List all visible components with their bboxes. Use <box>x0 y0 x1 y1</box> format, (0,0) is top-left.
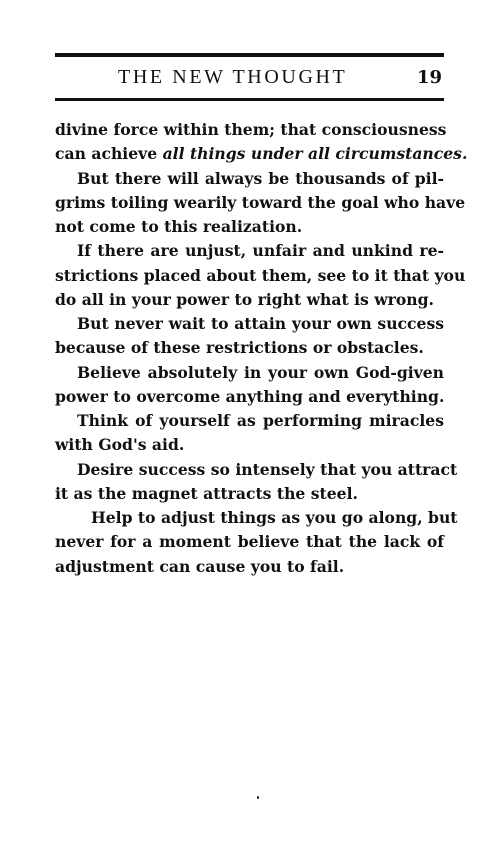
text-line: because of these restrictions or obstacles. <box>55 338 424 358</box>
text-line: strictions placed about them, see to it that you <box>55 265 466 285</box>
paragraph <box>55 409 444 458</box>
text-fragment: can achieve <box>55 144 163 164</box>
text-line: But never wait to attain your own success <box>77 314 444 333</box>
paragraph <box>55 167 466 240</box>
text-line: power to overcome anything and everything. <box>55 386 445 406</box>
text-line: If there are unjust, unfair and unkind re- <box>77 241 444 261</box>
running-title: THE NEW THOUGHT <box>118 66 348 88</box>
text-line <box>55 142 468 166</box>
text-line: Desire success so intensely that you attract <box>77 459 458 479</box>
paragraph <box>55 312 444 361</box>
text-line: do all in your power to right what is wrong. <box>55 289 434 309</box>
paragraph <box>55 506 458 579</box>
header-top-rule <box>55 53 444 57</box>
ink-speck <box>257 796 259 799</box>
paragraph <box>55 118 468 167</box>
text-line: never for a moment believe that the lack of <box>55 532 444 552</box>
paragraph <box>55 361 444 410</box>
page-body <box>55 118 468 579</box>
text-line: But there will always be thousands of pil- <box>77 168 444 188</box>
text-line: with God's aid. <box>55 435 185 455</box>
text-line: Think of yourself as performing miracles <box>77 411 444 430</box>
page-number: 19 <box>416 67 442 88</box>
running-head <box>55 64 444 94</box>
text-line: divine force within them; that consciousness <box>55 120 447 139</box>
text-line: Help to adjust things as you go along, but <box>91 508 458 527</box>
paragraph <box>55 458 458 507</box>
italic-phrase: all things under all circumstances. <box>162 144 468 164</box>
header-bottom-rule <box>55 98 444 101</box>
text-line: not come to this realization. <box>55 217 303 236</box>
text-line: adjustment can cause you to fail. <box>55 556 345 576</box>
text-line: Believe absolutely in your own God-given <box>77 362 444 382</box>
paragraph <box>55 239 466 312</box>
text-line: it as the magnet attracts the steel. <box>55 483 358 503</box>
text-line: grims toiling wearily toward the goal who have <box>55 192 466 212</box>
